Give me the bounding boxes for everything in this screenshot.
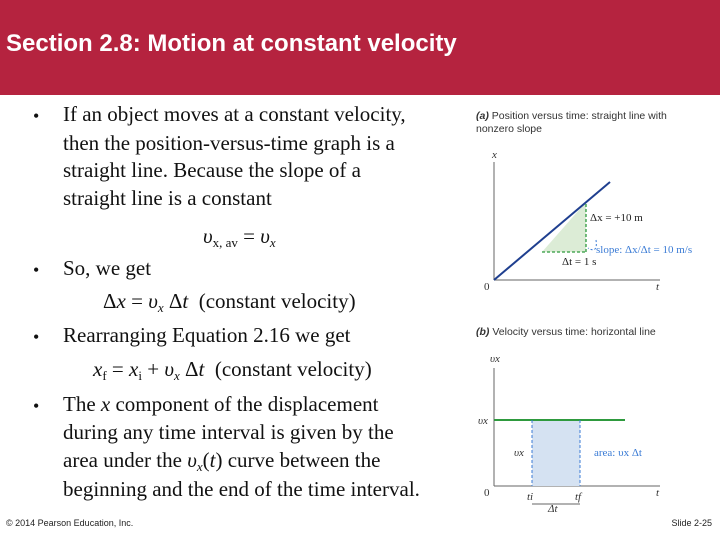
figure-b-vx-label: υx	[478, 415, 488, 427]
slide-number: Slide 2-25	[671, 518, 712, 528]
bullet-1-line-4: straight line is a constant	[63, 186, 272, 210]
title-bar	[0, 0, 720, 95]
bullet-1-line-2: then the position-versus-time graph is a	[63, 131, 395, 155]
slide-title: Section 2.8: Motion at constant velocity	[6, 30, 457, 57]
figure-b-y-axis-label: υx	[490, 353, 500, 365]
bullet-marker-2: •	[33, 260, 40, 280]
figure-b-delta-t-label: Δt	[548, 503, 558, 515]
figure-b-origin: 0	[484, 487, 490, 499]
figure-a-y-axis-label: x	[492, 149, 497, 161]
figure-b-tf-label: tf	[575, 491, 582, 503]
bullet-4-line-4: beginning and the end of the time interval.	[63, 477, 420, 501]
figure-b-velocity-graph	[470, 344, 720, 516]
bullet-4-line-2: during any time interval is given by the	[63, 420, 394, 444]
figure-a-delta-x-label: Δx = +10 m	[590, 212, 643, 224]
figure-a-slope-label: slope: Δx/Δt = 10 m/s	[596, 244, 693, 256]
figure-b-area-label: area: υx Δt	[594, 447, 642, 459]
bullet-4-line-3: area under the $\upsilon_x(t)$ curve between the	[63, 448, 381, 474]
figure-b-x-axis-label: t	[656, 487, 660, 499]
bullet-4-line-1: The x component of the displacement	[63, 392, 379, 416]
bullet-1-line-1: If an object moves at a constant velocity,	[63, 102, 406, 126]
figure-b-inner-vx-label: υx	[514, 447, 524, 459]
equation-avg-velocity: $\upsilon_{x, av} = \upsilon_x$	[203, 224, 276, 250]
bullet-marker-3: •	[33, 327, 40, 347]
figure-b-area-fill	[532, 420, 580, 486]
bullet-2-line-1: So, we get	[63, 256, 152, 280]
bullet-marker-4: •	[33, 396, 40, 416]
figure-a-delta-t-label: Δt = 1 s	[562, 256, 597, 268]
figure-b-title: (b) Velocity versus time: horizontal line	[476, 326, 656, 338]
figure-a-position-graph	[470, 140, 720, 300]
figure-a-x-axis-label: t	[656, 281, 660, 293]
equation-final-position: $x_f = x_i + \upsilon_x$ Δt (constant velocity)	[93, 357, 372, 383]
bullet-1-line-3: straight line. Because the slope of a	[63, 158, 361, 182]
figure-a-origin: 0	[484, 281, 490, 293]
bullet-3-line-1: Rearranging Equation 2.16 we get	[63, 323, 351, 347]
bullet-marker-1: •	[33, 106, 40, 126]
figure-a-title: (a) Position versus time: straight line with nonzero slope	[476, 110, 667, 135]
figure-b-ti-label: ti	[527, 491, 534, 503]
figure-a-slope-fill	[542, 202, 586, 252]
copyright-notice: © 2014 Pearson Education, Inc.	[6, 518, 134, 528]
equation-displacement: $\Delta x = \upsilon_x$ Δt (constant velocity)	[103, 289, 356, 315]
